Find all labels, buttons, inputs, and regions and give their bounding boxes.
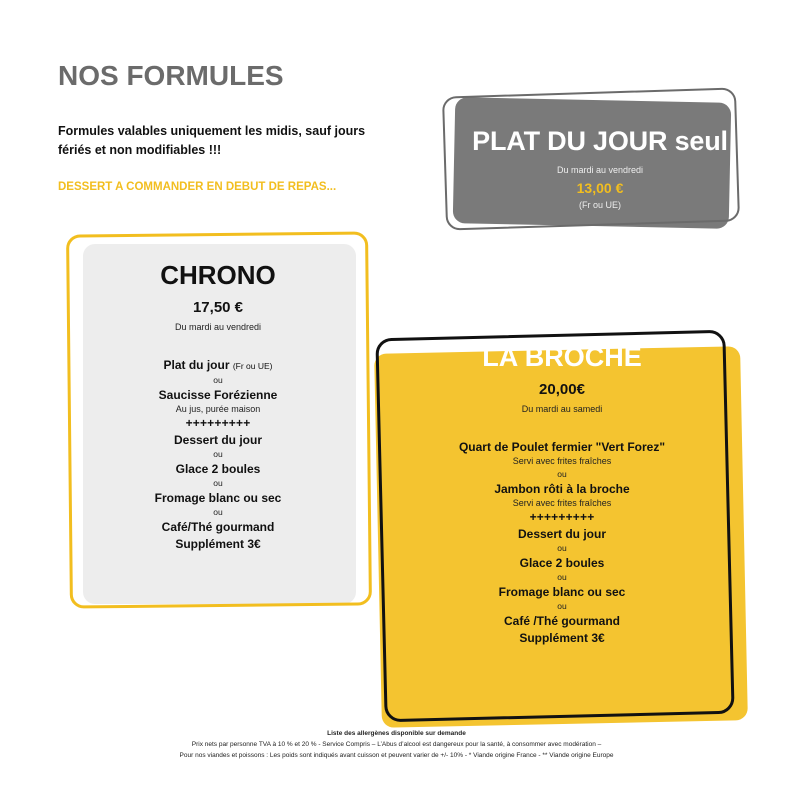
broche-jambon-sub: Servi avec frites fraîches: [512, 498, 612, 508]
broche-or-4: ou: [557, 601, 567, 611]
plat-du-jour-origin: (Fr ou UE): [578, 200, 621, 210]
chrono-saucisse-sub: Au jus, purée maison: [175, 404, 261, 414]
chrono-or-3: ou: [213, 478, 223, 488]
chrono-item-fromage: Fromage blanc ou sec: [154, 491, 282, 505]
plat-du-jour-days: Du mardi au vendredi: [556, 165, 644, 175]
broche-or-2: ou: [557, 543, 567, 553]
page-title: NOS FORMULES: [58, 60, 284, 91]
footer: [0, 728, 793, 761]
chrono-item-dessert: Dessert du jour: [173, 433, 263, 447]
broche-supplement: Supplément 3€: [519, 631, 605, 645]
broche-item-cafe: Café /Thé gourmand: [503, 614, 620, 628]
chrono-plat-note: (Fr ou UE): [232, 361, 273, 371]
broche-item-glace: Glace 2 boules: [519, 556, 605, 570]
broche-title: LA BROCHE: [482, 342, 642, 372]
dessert-note: DESSERT A COMMANDER EN DEBUT DE REPAS...: [58, 181, 337, 193]
footer-allergens: Liste des allergènes disponible sur demande: [327, 730, 466, 737]
broche-item-fromage: Fromage blanc ou sec: [498, 585, 626, 599]
chrono-card: [90, 260, 346, 552]
chrono-title: CHRONO: [160, 260, 276, 290]
chrono-or-1: ou: [213, 375, 223, 385]
plat-du-jour-price: 13,00 €: [576, 180, 624, 196]
broche-or-3: ou: [557, 572, 567, 582]
chrono-item-plat: [90, 358, 346, 374]
broche-poulet-sub: Servi avec frites fraîches: [512, 456, 612, 466]
chrono-price: 17,50 €: [192, 299, 244, 316]
broche-days: Du mardi au samedi: [521, 404, 603, 414]
broche-or-1: ou: [557, 469, 567, 479]
plat-du-jour-card: [460, 126, 740, 210]
chrono-supplement: Supplément 3€: [175, 537, 261, 551]
chrono-or-4: ou: [213, 507, 223, 517]
chrono-separator: +++++++++: [185, 416, 251, 430]
broche-card: [410, 342, 714, 646]
intro-text: Formules valables uniquement les midis, sauf jours fériés et non modifiables !!!: [58, 124, 366, 157]
broche-price: 20,00€: [539, 381, 585, 398]
chrono-item-glace: Glace 2 boules: [175, 462, 261, 476]
chrono-days: Du mardi au vendredi: [174, 322, 262, 332]
chrono-item-saucisse: Saucisse Forézienne: [158, 388, 278, 402]
broche-separator: +++++++++: [529, 510, 595, 524]
chrono-or-2: ou: [213, 449, 223, 459]
broche-item-dessert: Dessert du jour: [517, 527, 607, 541]
chrono-item-cafe: Café/Thé gourmand: [161, 520, 275, 534]
plat-du-jour-title: PLAT DU JOUR seul: [472, 126, 728, 156]
broche-item-poulet: Quart de Poulet fermier "Vert Forez": [458, 440, 666, 454]
footer-line-1: Prix nets par personne TVA à 10 % et 20 % - Service Compris – L’Abus d’alcool est dangereux pour la santé, à consommer avec modération –: [191, 741, 602, 748]
footer-line-2: Pour nos viandes et poissons : Les poids sont indiqués avant cuisson et peuvent varier de +/- 10% - * Viande origine France - ** Viande origine Europe: [179, 752, 614, 759]
chrono-plat-label: Plat du jour: [163, 358, 230, 372]
broche-item-jambon: Jambon rôti à la broche: [494, 482, 630, 496]
